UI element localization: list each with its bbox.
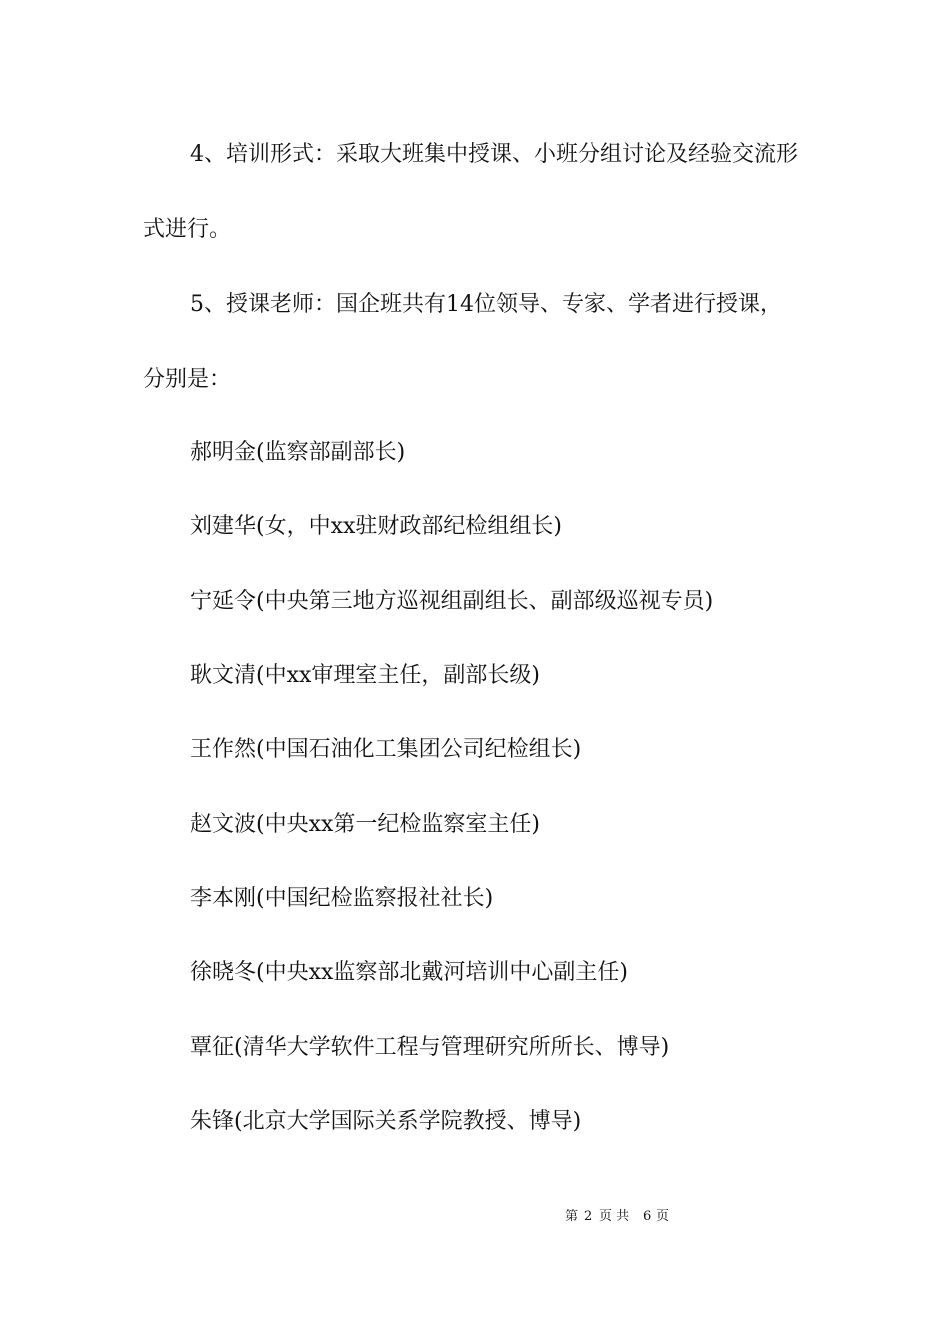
lecturer-item: 耿文清(中xx审理室主任，副部长级) <box>190 663 540 688</box>
footer-total-pages: 6 <box>643 1209 652 1224</box>
paragraph-4-line-2: 式进行。 <box>143 217 232 242</box>
paragraph-5-line-2: 分别是： <box>143 367 232 392</box>
lecturer-item: 覃征(清华大学软件工程与管理研究所所长、博导) <box>190 1035 670 1060</box>
footer-middle: 页 共 <box>599 1209 630 1224</box>
lecturer-item: 朱锋(北京大学国际关系学院教授、博导) <box>190 1109 582 1134</box>
lecturer-item: 徐晓冬(中央xx监察部北戴河培训中心副主任) <box>190 960 628 985</box>
footer-suffix: 页 <box>656 1209 670 1224</box>
lecturer-item: 刘建华(女，中xx驻财政部纪检组组长) <box>190 514 562 539</box>
lecturer-item: 郝明金(监察部副部长) <box>190 440 406 465</box>
paragraph-5-line-1: 5、授课老师：国企班共有14位领导、专家、学者进行授课， <box>190 292 782 317</box>
footer-prefix: 第 <box>565 1209 579 1224</box>
footer-current-page: 2 <box>584 1209 593 1224</box>
lecturer-item: 李本刚(中国纪检监察报社社长) <box>190 886 494 911</box>
lecturer-item: 王作然(中国石油化工集团公司纪检组长) <box>190 737 582 762</box>
lecturer-item: 宁延令(中央第三地方巡视组副组长、副部级巡视专员) <box>190 589 714 614</box>
paragraph-4-line-1: 4、培训形式：采取大班集中授课、小班分组讨论及经验交流形 <box>190 142 798 167</box>
lecturer-item: 赵文波(中央xx第一纪检监察室主任) <box>190 812 540 837</box>
